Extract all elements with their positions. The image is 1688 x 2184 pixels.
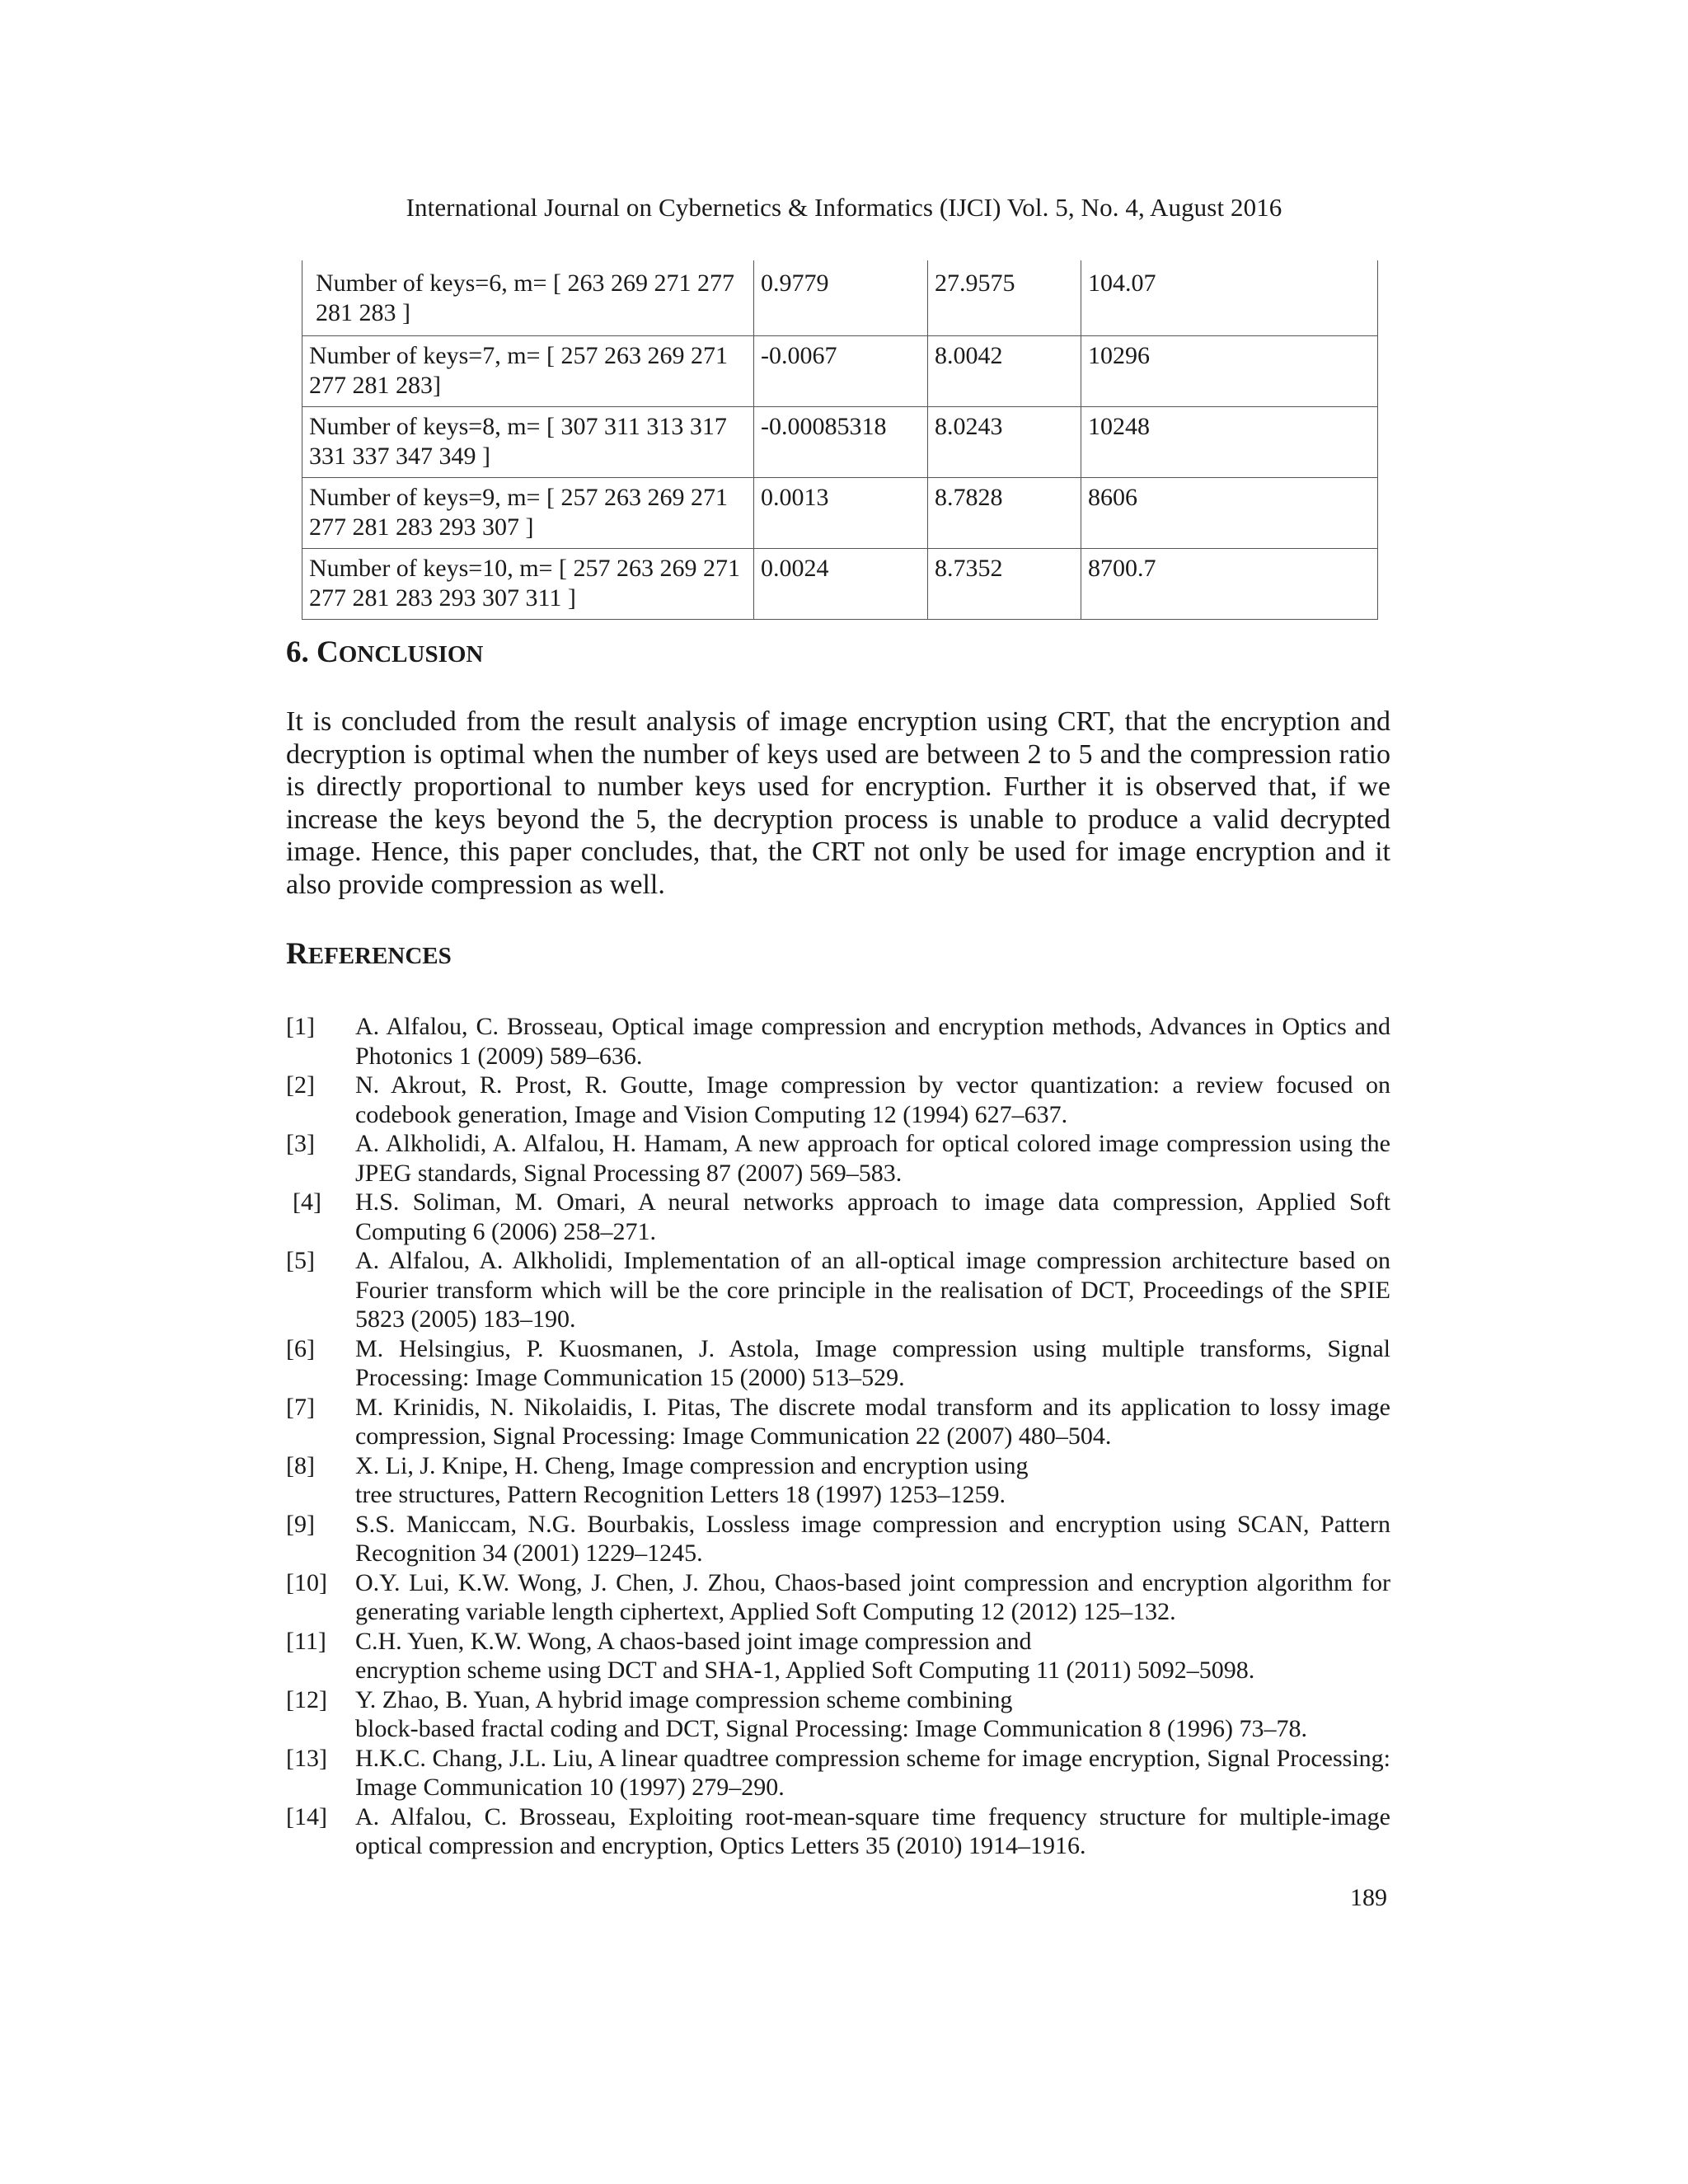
table-cell: 27.9575	[928, 260, 1081, 336]
table-cell: Number of keys=7, m= [ 257 263 269 271 277 281 283]	[302, 336, 754, 407]
reference-text: A. Alfalou, C. Brosseau, Exploiting root-mean-square time frequency structure for multiple-image optical compression and encryption, Optics Letters 35 (2010) 1914–1916.	[355, 1802, 1390, 1859]
reference-item	[286, 1685, 1390, 1744]
table-cell: 0.9779	[754, 260, 928, 336]
reference-number: [1]	[286, 1013, 315, 1040]
reference-number: [9]	[286, 1510, 315, 1538]
references-heading-rest: EFERENCES	[307, 943, 452, 969]
reference-text-line: tree structures, Pattern Recognition Letters 18 (1997) 1253–1259.	[355, 1481, 1006, 1508]
reference-text-line: encryption scheme using DCT and SHA-1, Applied Soft Computing 11 (2011) 5092–5098.	[355, 1657, 1255, 1684]
table-cell: Number of keys=8, m= [ 307 311 313 317 331 337 347 349 ]	[302, 407, 754, 478]
reference-number: [2]	[286, 1071, 315, 1099]
table-cell: Number of keys=9, m= [ 257 263 269 271 277 281 283 293 307 ]	[302, 478, 754, 549]
table-cell: Number of keys=10, m= [ 257 263 269 271 277 281 283 293 307 311 ]	[302, 549, 754, 620]
reference-text: S.S. Maniccam, N.G. Bourbakis, Lossless image compression and encryption using SCAN, Pattern Recognition 34 (2001) 1229–1245.	[355, 1510, 1390, 1567]
reference-text: H.S. Soliman, M. Omari, A neural networks approach to image data compression, Applied Soft Computing 6 (2006) 258–271.	[355, 1188, 1390, 1245]
table-cell: 8.0042	[928, 336, 1081, 407]
reference-number: [14]	[286, 1802, 327, 1830]
table-cell: -0.0067	[754, 336, 928, 407]
reference-item	[286, 1393, 1390, 1451]
conclusion-heading-cap: C	[316, 635, 339, 669]
reference-number: [3]	[286, 1130, 315, 1157]
reference-item	[286, 1071, 1390, 1129]
reference-text: O.Y. Lui, K.W. Wong, J. Chen, J. Zhou, Chaos-based joint compression and encryption algorithm for generating variable length ciphertext, Applied Soft Computing 12 (2012) 125–132.	[355, 1568, 1390, 1625]
reference-text-line: Y. Zhao, B. Yuan, A hybrid image compression scheme combining	[355, 1685, 1013, 1713]
conclusion-paragraph: It is concluded from the result analysis of image encryption using CRT, that the encryption and decryption is optimal when the number of keys used are between 2 to 5 and the compression ratio is directly proportional to number keys used for encryption. Further it is observed that, if we increase the keys beyond the 5, the decryption process is unable to produce a valid decrypted image. Hence, this paper concludes, that, the CRT not only be used for image encryption and it also provide compression as well.	[286, 706, 1390, 900]
reference-number: [6]	[286, 1334, 315, 1362]
reference-text: N. Akrout, R. Prost, R. Goutte, Image compression by vector quantization: a review focused on codebook generation, Image and Vision Computing 12 (1994) 627–637.	[355, 1071, 1390, 1128]
reference-text-line: X. Li, J. Knipe, H. Cheng, Image compression and encryption using	[355, 1451, 1029, 1479]
reference-item	[286, 1129, 1390, 1188]
reference-item	[286, 1510, 1390, 1568]
reference-item	[286, 1627, 1390, 1685]
reference-number: [10]	[286, 1568, 327, 1596]
reference-item	[286, 1744, 1390, 1802]
page-number: 189	[1350, 1884, 1387, 1911]
table-cell: 10296	[1081, 336, 1378, 407]
reference-list	[286, 1012, 1390, 1861]
table-cell: 8.0243	[928, 407, 1081, 478]
table-cell: 8.7352	[928, 549, 1081, 620]
table-row	[302, 407, 1378, 478]
table-row	[302, 260, 1378, 336]
reference-item	[286, 1802, 1390, 1861]
reference-number: [5]	[286, 1247, 315, 1274]
reference-text: H.K.C. Chang, J.L. Liu, A linear quadtree compression scheme for image encryption, Signal Processing: Image Communication 10 (1997) 279–290.	[355, 1744, 1390, 1801]
reference-text: A. Alfalou, C. Brosseau, Optical image compression and encryption methods, Advances in Optics and Photonics 1 (2009) 589–636.	[355, 1013, 1390, 1070]
references-heading	[286, 936, 452, 972]
table-cell: 0.0013	[754, 478, 928, 549]
reference-item	[286, 1451, 1390, 1510]
reference-number: [4]	[293, 1188, 321, 1216]
reference-number: [8]	[286, 1451, 315, 1479]
reference-item	[286, 1246, 1390, 1334]
table-cell: 8.7828	[928, 478, 1081, 549]
table-row	[302, 549, 1378, 620]
reference-text: A. Alkholidi, A. Alfalou, H. Hamam, A new approach for optical colored image compression using the JPEG standards, Signal Processing 87 (2007) 569–583.	[355, 1130, 1390, 1187]
reference-text: M. Krinidis, N. Nikolaidis, I. Pitas, The discrete modal transform and its application to lossy image compression, Signal Processing: Image Communication 22 (2007) 480–504.	[355, 1393, 1390, 1450]
reference-item	[286, 1012, 1390, 1071]
reference-number: [13]	[286, 1744, 327, 1772]
results-table	[302, 260, 1378, 620]
table-cell: 104.07	[1081, 260, 1378, 336]
reference-item	[286, 1334, 1390, 1393]
table-row	[302, 336, 1378, 407]
reference-text: M. Helsingius, P. Kuosmanen, J. Astola, Image compression using multiple transforms, Signal Processing: Image Communication 15 (2000) 513–529.	[355, 1334, 1390, 1391]
conclusion-heading	[286, 635, 483, 670]
conclusion-heading-number: 6.	[286, 635, 316, 669]
reference-text-line: block-based fractal coding and DCT, Signal Processing: Image Communication 8 (1996) 73–78.	[355, 1715, 1308, 1742]
table-cell: 0.0024	[754, 549, 928, 620]
reference-number: [7]	[286, 1393, 315, 1421]
table-cell: -0.00085318	[754, 407, 928, 478]
table-row	[302, 478, 1378, 549]
reference-number: [12]	[286, 1685, 327, 1713]
reference-text: A. Alfalou, A. Alkholidi, Implementation of an all-optical image compression architecture based on Fourier transform which will be the core principle in the realisation of DCT, Proceedings of the SPIE 5823 (2005) 183–190.	[355, 1247, 1390, 1333]
reference-item	[286, 1188, 1390, 1246]
table-cell: 8700.7	[1081, 549, 1378, 620]
reference-text-line: C.H. Yuen, K.W. Wong, A chaos-based joint image compression and	[355, 1627, 1032, 1655]
table-cell: 8606	[1081, 478, 1378, 549]
reference-item	[286, 1568, 1390, 1627]
table-cell: Number of keys=6, m= [ 263 269 271 277 281 283 ]	[302, 260, 754, 336]
references-heading-cap: R	[286, 937, 308, 971]
reference-number: [11]	[286, 1627, 326, 1655]
conclusion-heading-rest: ONCLUSION	[338, 641, 484, 668]
table-cell: 10248	[1081, 407, 1378, 478]
running-header: International Journal on Cybernetics & Informatics (IJCI) Vol. 5, No. 4, August 2016	[406, 193, 1282, 222]
